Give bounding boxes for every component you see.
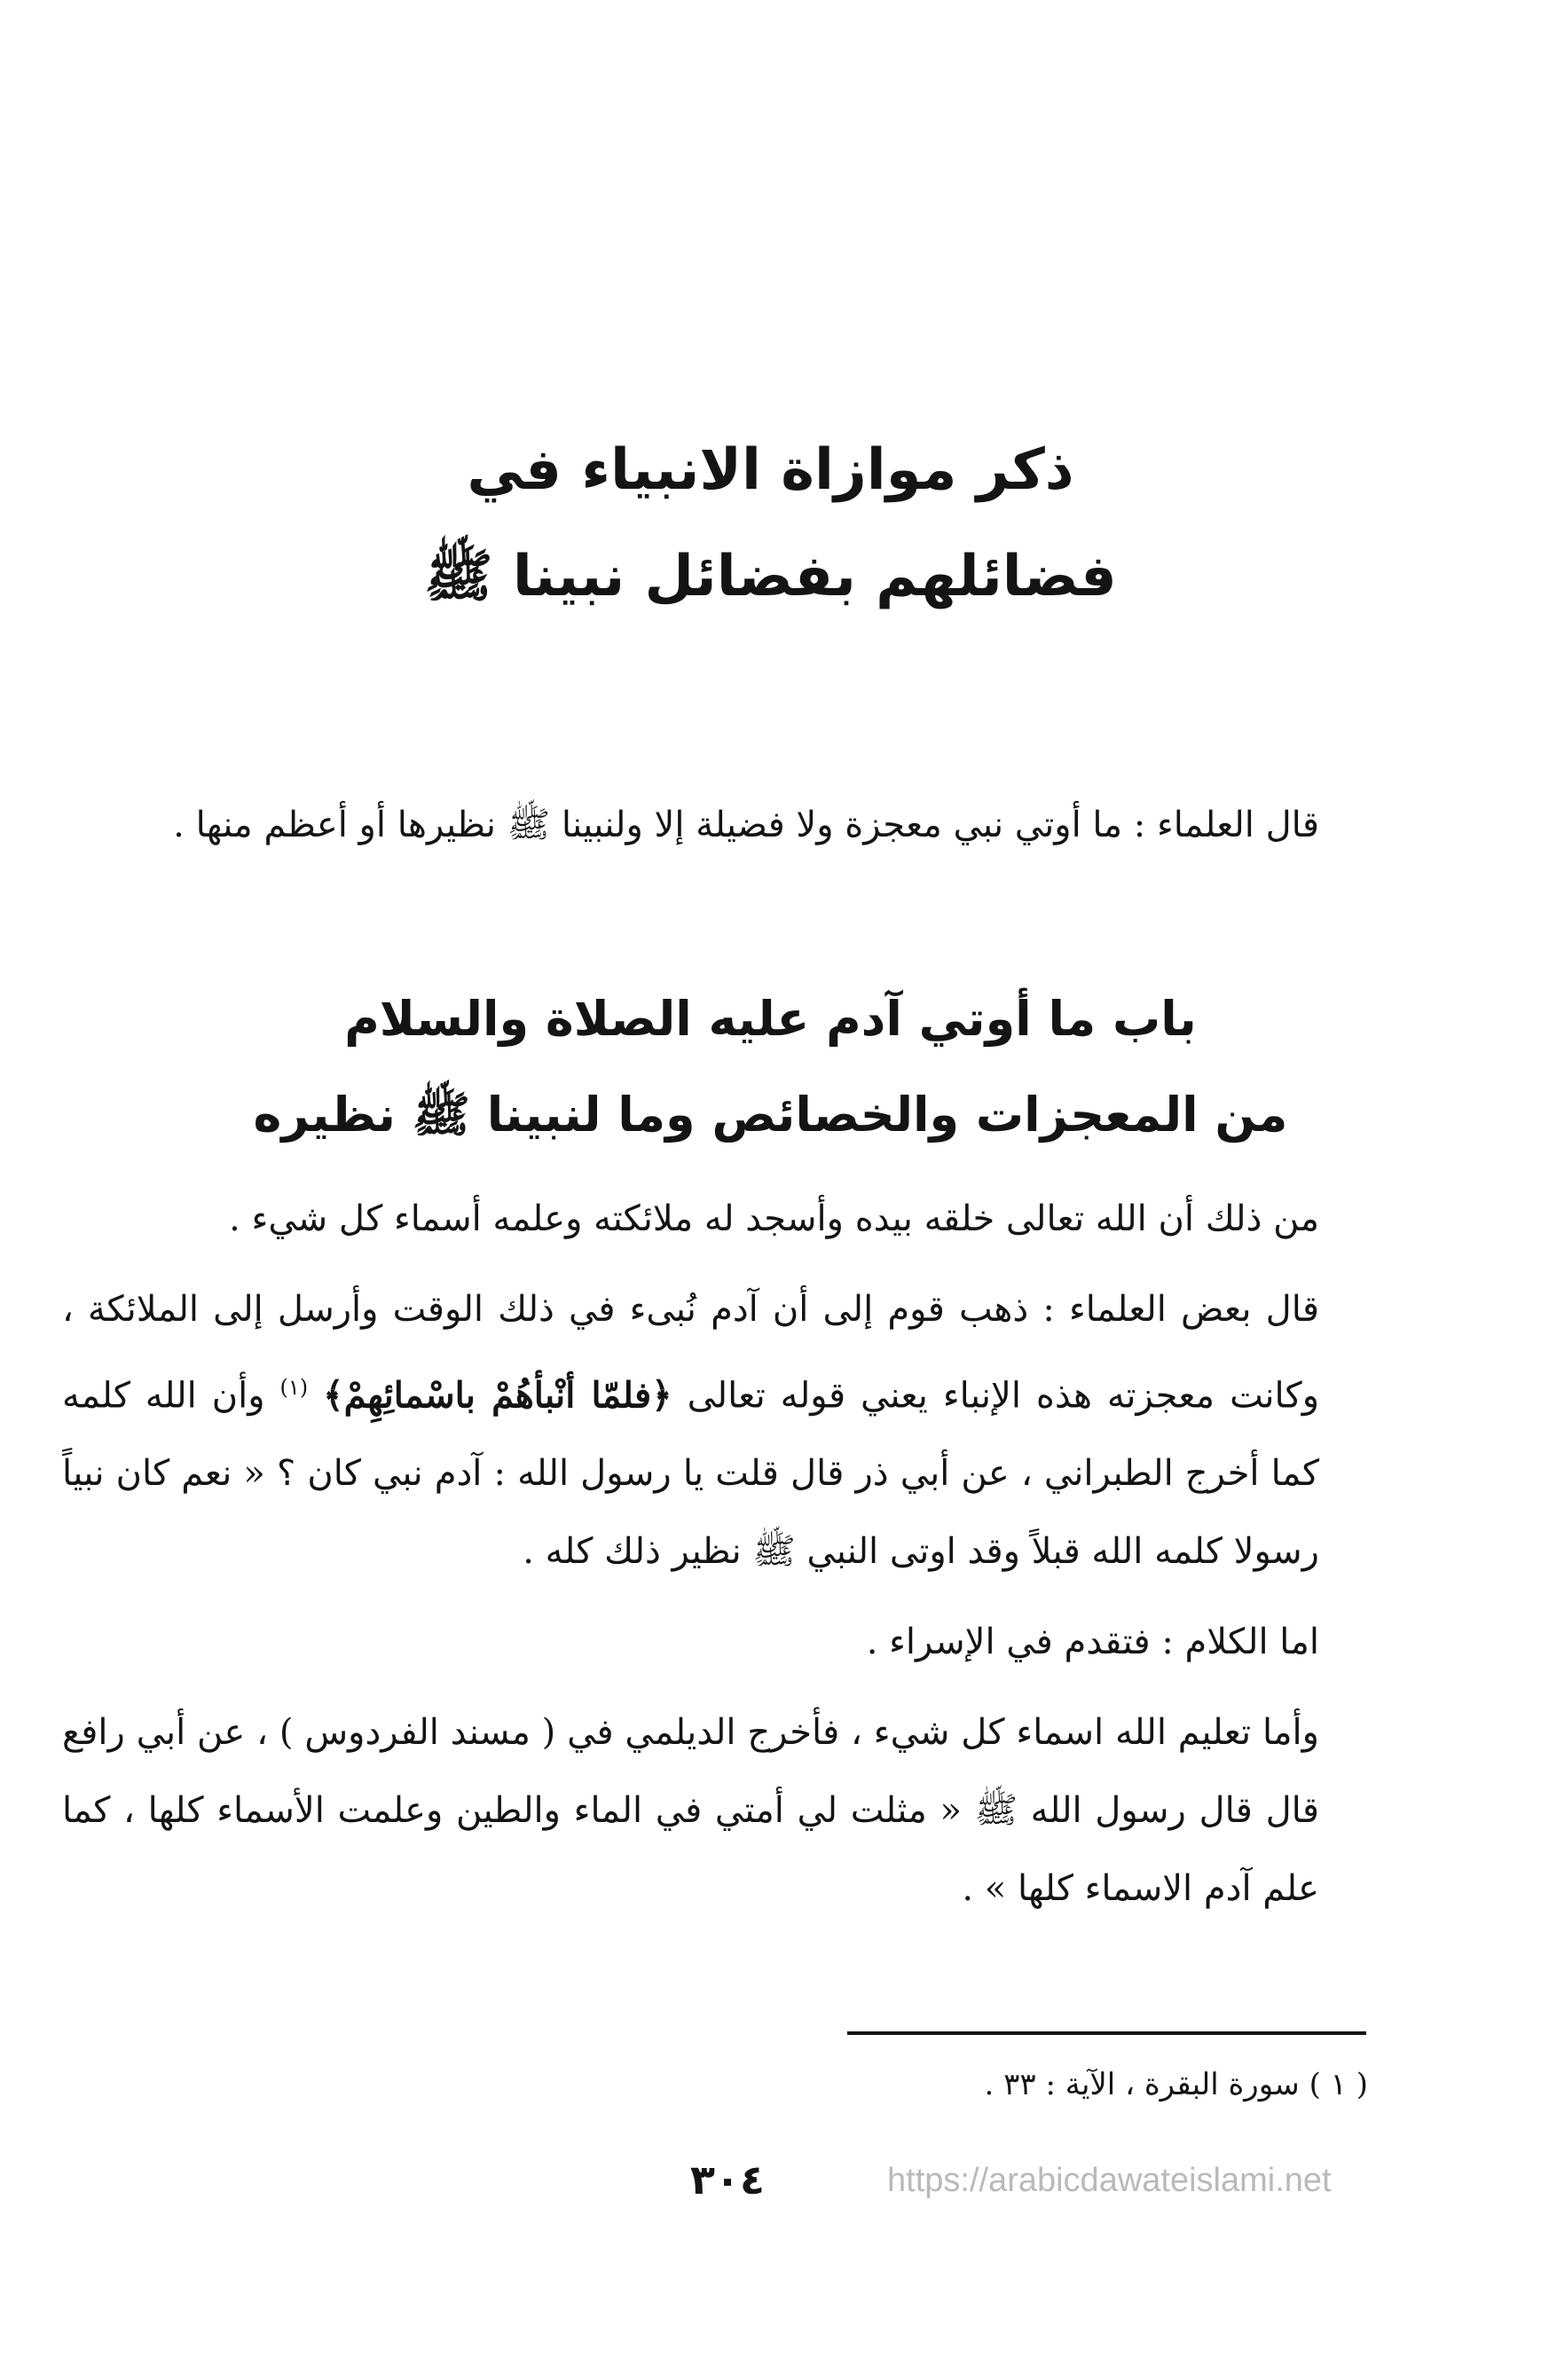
section-title [0,417,1541,630]
paragraph-2 [62,1270,1319,1591]
paragraph-2-text: قال بعض العلماء : ذهب قوم إلى أن آدم نُبىء في ذلك الوقت وأرسل إلى الملائكة ، وكانت معجزته هذه الإنباء يعني قوله تعالى [62,1289,1320,1417]
paragraph-1: من ذلك أن الله تعالى خلقه بيده وأسجد له ملائكته وعلمه أسماء كل شيء . [229,1198,1319,1239]
watermark-url: https://arabicdawateislami.net [887,2162,1332,2199]
paragraph-3: اما الكلام : فتقدم في الإسراء . [866,1622,1319,1663]
intro-paragraph: قال العلماء : ما أوتي نبي معجزة ولا فضيلة إلا ولنبينا ﷺ نظيرها أو أعظم منها . [173,805,1319,845]
section-title-line-2: فضائلهم بفضائل نبينا ﷺ [424,544,1117,609]
page-number: ٣٠٤ [689,2156,766,2203]
quran-verse: ﴿فلمّا أنْبأهُمْ باسْمائِهِمْ﴾ [323,1374,672,1417]
footnote-divider [847,2031,1366,2035]
footnote-reference[interactable]: (١) [279,1375,309,1400]
footnote: ( ١ ) سورة البقرة ، الآية : ٣٣ . [984,2067,1368,2102]
paragraph-2-continuation: وأن الله كلمه كما أخرج الطبراني ، عن أبي ذر قال قلت يا رسول الله : آدم نبي كان ؟ « نعم كان نبياً رسولا كلمه الله قبلاً وقد اوتى النبي ﷺ نظير ذلك كله . [62,1375,1319,1573]
chapter-heading [0,971,1541,1163]
section-title-line-1: ذكر موازاة الانبياء في [467,437,1074,503]
body-text [62,1180,1319,1940]
chapter-heading-line-2: من المعجزات والخصائص وما لنبينا ﷺ نظيره [253,1087,1288,1143]
paragraph-4: وأما تعليم الله اسماء كل شيء ، فأخرج الديلمي في ( مسند الفردوس ) ، عن أبي رافع قال قال رسول الله ﷺ « مثلت لي أمتي في الماء والطين وعلمت الأسماء كلها ، كما علم آدم الاسماء كلها » . [62,1712,1319,1910]
chapter-heading-line-1: باب ما أوتي آدم عليه الصلاة والسلام [344,991,1197,1047]
